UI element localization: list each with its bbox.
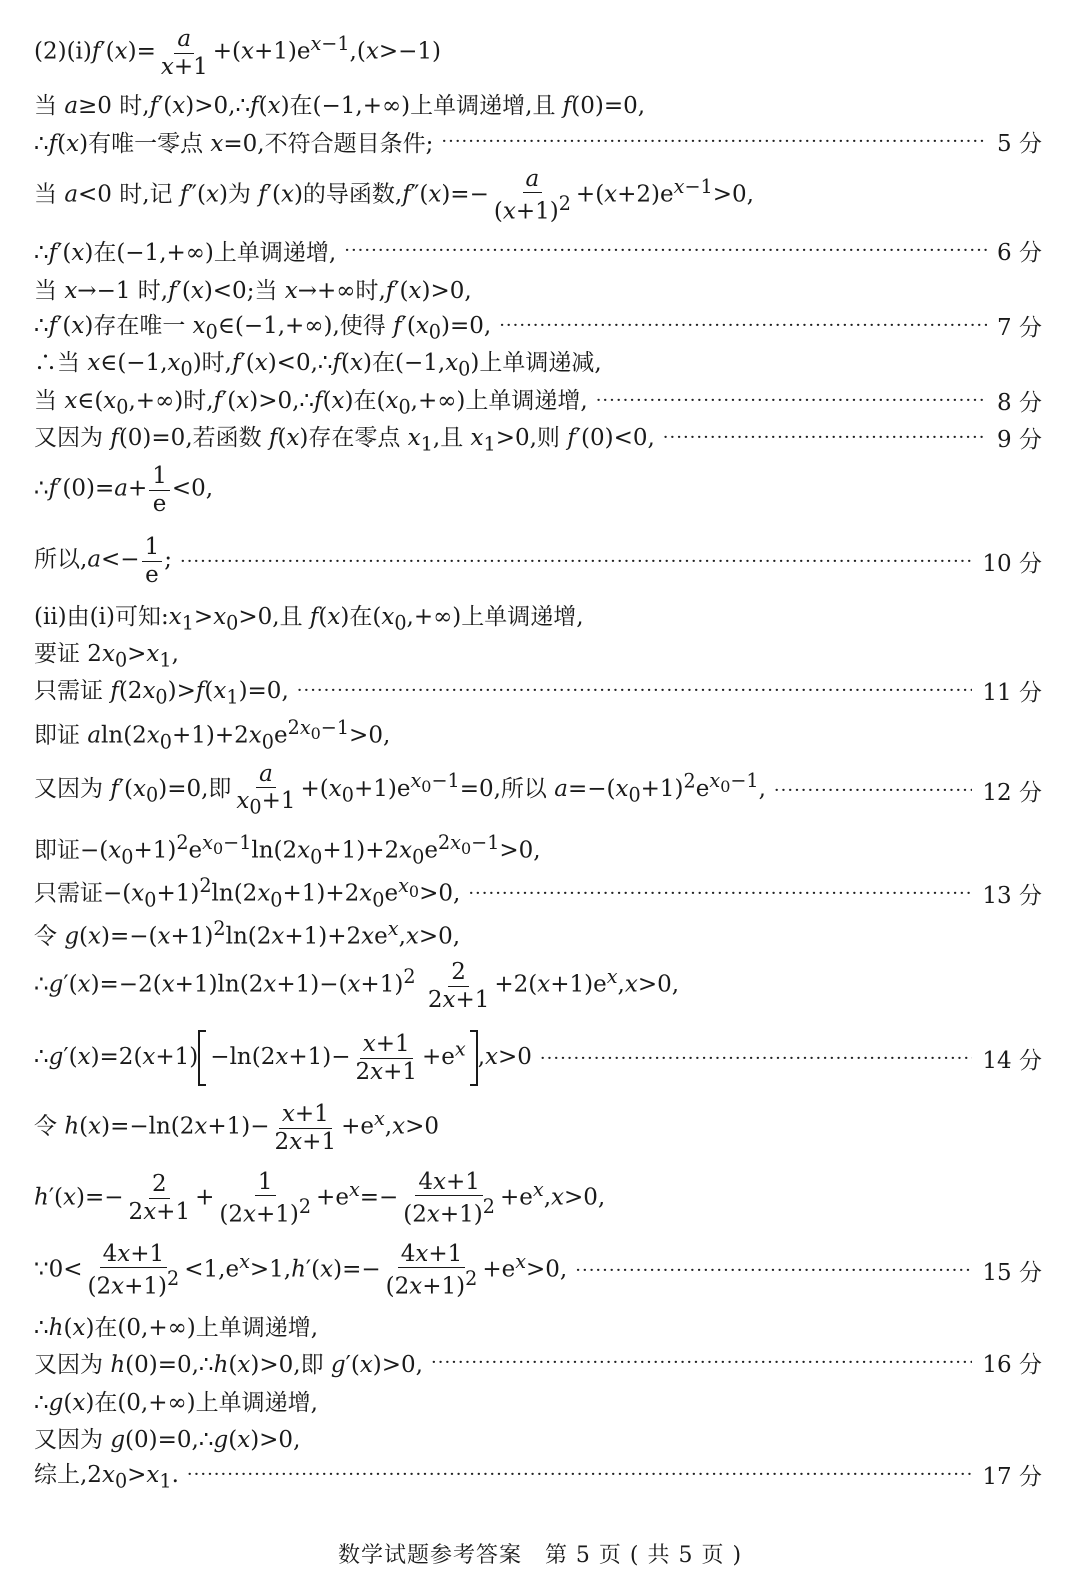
leader-dots (774, 780, 973, 801)
math-expression: ∴g′(x)=2(x+1) −ln(2x+1)− $\frac{x+1}{2x+1}$ $+e^x$ ,x>0 (34, 1031, 532, 1085)
math-expression: 所以,a<− $\frac{1}{e}$ ; (34, 534, 172, 588)
score-label: 5 分 (997, 130, 1042, 157)
leader-dots (663, 427, 987, 448)
solution-line (34, 876, 1042, 910)
solution-line (34, 1457, 1042, 1491)
math-expression: 又因为 f(0)=0,若函数 f(x)存在零点 $x_1$,且 $x_1>0$,则 f′(0)<0, (34, 424, 655, 456)
score-label: 16 分 (982, 1351, 1042, 1378)
leader-dots (344, 240, 987, 261)
math-expression: $\therefore g'(x)=-2(x+1)\ln(2x+1)-(x+1)^2$ $\frac{2}{2x+1}$ $+2(x+1)e^x,x>0$, (34, 959, 680, 1013)
score-label: 11 分 (982, 679, 1042, 706)
solution-line (34, 1102, 1042, 1154)
score-label: 8 分 (997, 389, 1042, 416)
score-label: 13 分 (982, 882, 1042, 909)
math-expression: h′(x)=− $\frac{2}{2x+1}$ + $\frac{1}{(2x+1)^2}$ $+e^x=-$ $\frac{4x+1}{(2x+1)^2}$ $+e^x,x>0$, (34, 1168, 606, 1228)
math-expression: 当 x→−1 时,f′(x)<0;当 x→+∞时,f′(x)>0, (34, 277, 472, 304)
solution-line (34, 1345, 1042, 1379)
leader-dots (441, 131, 987, 152)
math-expression: ∴f′(0)=a+ $\frac{1}{e}$ <0, (34, 463, 214, 517)
solution-line (34, 463, 1042, 517)
math-expression: 即证$-(x_0+1)^2e^{x_0-1}\ln(2x_0+1)+2x_0e^{2x_0-1}>0$, (34, 831, 541, 869)
solution-line (34, 1242, 1042, 1298)
math-expression: 当 a≥0 时,f′(x)>0,∴f(x)在(−1,+∞)上单调递增,且 f(0)=0, (34, 92, 646, 119)
leader-dots (540, 1048, 973, 1069)
solution-line (34, 536, 1042, 586)
math-expression: 当 $x\in(x_0,+\infty)$时,f′(x)>0,∴f(x)在$(x_0,+\infty)$上单调递增, (34, 387, 588, 419)
page-footer: 数学试题参考答案 第 5 页 ( 共 5 页 ) (337, 1543, 743, 1568)
score-label: 12 分 (982, 779, 1042, 806)
math-expression: 即证 $aln(2x_0+1)+2x_0e^{2x_0-1}>0$, (34, 716, 391, 754)
solution-line (34, 761, 1042, 819)
solution-line (34, 960, 1042, 1012)
score-label: 10 分 (982, 550, 1042, 577)
solution-line (34, 124, 1042, 158)
solution-line (34, 831, 1042, 869)
solution-line (34, 599, 1042, 633)
solution-line (34, 420, 1042, 454)
solution-line (34, 233, 1042, 267)
leader-dots (431, 1352, 972, 1373)
math-expression: ∴当 $x\in(-1,x_0)$时,f′(x)<0,∴f(x)在$(-1,x_0)$上单调递减, (34, 349, 602, 381)
solution-line (34, 636, 1042, 670)
solution-line (34, 1030, 1042, 1086)
solution-line (34, 86, 1042, 120)
leader-dots (297, 680, 973, 701)
math-expression: 令 h(x)=−ln(2x+1)− $\frac{x+1}{2x+1}$ $+e^x,x>0$ (34, 1101, 439, 1155)
leader-dots (187, 1464, 973, 1485)
score-label: 15 分 (982, 1259, 1042, 1286)
solution-line (34, 26, 1042, 80)
leader-dots (180, 551, 972, 572)
math-expression: 只需证$-(x_0+1)^2\ln(2x_0+1)+2x_0e^{x_0}>0$, (34, 874, 461, 912)
solution-line (34, 308, 1042, 342)
math-expression: ∴f′(x)在(−1,+∞)上单调递增, (34, 239, 337, 266)
math-expression: 要证 $2x_0>x_1$, (34, 640, 179, 672)
math-expression: 当 a<0 时,记 f″(x)为 f′(x)的导函数,f″(x)=− $\frac{a}{(x+1)^2}$ $+(x+2)e^{x-1}>0$, (34, 165, 754, 225)
math-expression: ∴g(x)在(0,+∞)上单调递增, (34, 1389, 318, 1416)
solution-line (34, 1308, 1042, 1342)
math-expression: ∴h(x)在(0,+∞)上单调递增, (34, 1314, 319, 1341)
math-expression: 又因为 h(0)=0,∴h(x)>0,即 g′(x)>0, (34, 1351, 423, 1378)
leader-dots (499, 315, 987, 336)
math-expression: 令 $g(x)=-(x+1)^2\ln(2x+1)+2xe^x,x>0$, (34, 917, 461, 950)
math-expression: ∵0< $\frac{4x+1}{(2x+1)^2}$ $<1,e^x>1,h'(x)=-$ $\frac{4x+1}{(2x+1)^2}$ $+e^x>0$, (34, 1240, 568, 1300)
math-expression: 又因为 $f'(x_0)=0$,即 $\frac{a}{x_0+1}$ $+(x_0+1)e^{x_0-1}=0$,所以 $a=-(x_0+1)^2e^{x_0-1}$, (34, 761, 766, 819)
leader-dots (468, 883, 972, 904)
score-label: 6 分 (997, 239, 1042, 266)
leader-dots (596, 390, 987, 411)
leader-dots (575, 1260, 972, 1281)
math-expression: (2)(ⅰ)f′(x)= $\frac{a}{x+1}$ $+(x+1)e^{x-1},(x>-1)$ (34, 26, 441, 80)
solution-line (34, 917, 1042, 951)
solution-line (34, 716, 1042, 754)
score-label: 14 分 (982, 1047, 1042, 1074)
solution-line (34, 1383, 1042, 1417)
score-label: 17 分 (982, 1463, 1042, 1490)
solution-line (34, 673, 1042, 707)
math-expression: (ⅱ)由(ⅰ)可知$:x_1>x_0>0$,且 f(x)在$(x_0,+\infty)$上单调递增, (34, 603, 584, 635)
math-expression: 又因为 g(0)=0,∴g(x)>0, (34, 1426, 301, 1453)
score-label: 7 分 (997, 314, 1042, 341)
solution-line (34, 1170, 1042, 1226)
solution-line (34, 1420, 1042, 1454)
math-expression: 综上$,2x_0>x_1$. (34, 1461, 179, 1493)
solution-line (34, 345, 1042, 379)
solution-line (34, 165, 1042, 225)
math-expression: ∴f′(x)存在唯一 $x_0\in(-1,+\infty)$,使得 $f'(x_0)=0$, (34, 312, 492, 344)
score-label: 9 分 (997, 426, 1042, 453)
math-expression: ∴f(x)有唯一零点 x=0,不符合题目条件; (34, 130, 434, 157)
solution-line (34, 271, 1042, 305)
solution-line (34, 383, 1042, 417)
math-expression: 只需证 $f(2x_0)>f(x_1)=0$, (34, 677, 289, 709)
